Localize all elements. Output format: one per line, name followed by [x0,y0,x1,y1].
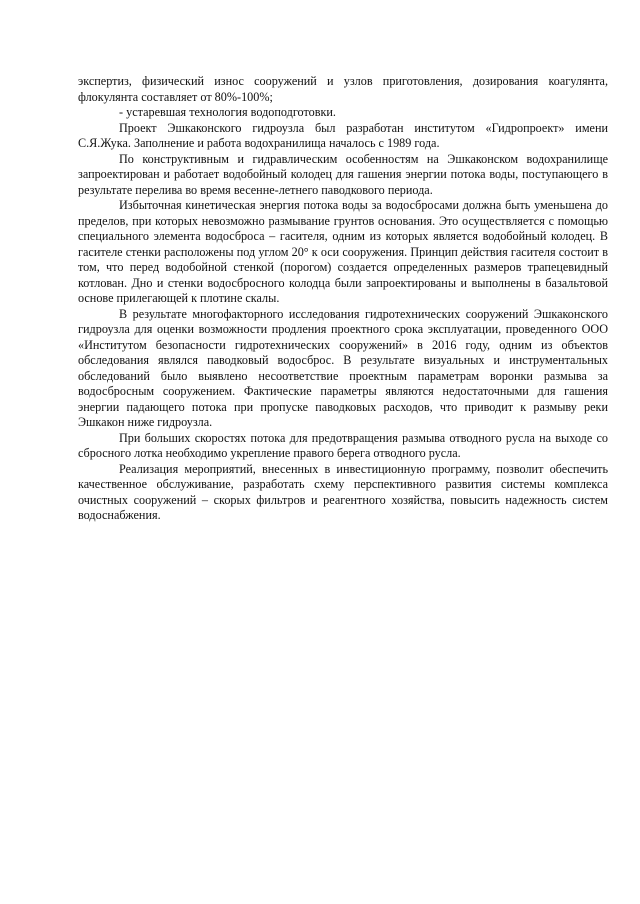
paragraph-research: В результате многофакторного исследования гидротехнических сооружений Эшкаконского гидроузла для оценки возможности продления проектного срока эксплуатации, проведенного ООО «Институтом безопасности гидротехнических сооружений» в 2016 году, одним из объектов обследования являлся паводковый водосброс. В результате визуальных и инструментальных обследований было выявлено несоответствие проектным параметрам воронки размыва за водосбросным сооружением. Фактические параметры являются недостаточными для гашения энергии падающего потока при пропуске паводковых расходов, что приводит к размыву реки Эшкакон ниже гидроузла. [78,306,608,429]
paragraph-implementation: Реализация мероприятий, внесенных в инвестиционную программу, позволит обеспечить качественное обслуживание, разработать схему перспективного развития системы комплекса очистных сооружений – скорых фильтров и реагентного хозяйства, повысить надежность систем водоснабжения. [78,461,608,522]
paragraph-energy: Избыточная кинетическая энергия потока воды за водосбросами должна быть уменьшена до пределов, при которых невозможно размывание грунтов основания. Это осуществляется с помощью специального элемента водосброса – гасителя, одним из которых является водобойный колодец. В гасителе стенки расположены под углом 20° к оси сооружения. Принцип действия гасителя состоит в том, что перед водобойной стенкой (порогом) создается определенных размеров трапецевидный котлован. Дно и стенки водосбросного колодца были запроектированы и выполнены в базальтовой основе прилегающей к плотине скалы. [78,198,608,305]
document-page [78,74,608,524]
paragraph-design: По конструктивным и гидравлическим особенностям на Эшкаконском водохранилище запроектирован и работает водобойный колодец для гашения энергии потока воды, поступающего в результате перелива во время весенне-летнего паводкового периода. [78,151,608,197]
paragraph-continuation: экспертиз, физический износ сооружений и узлов приготовления, дозирования коагулянта, флокулянта составляет от 80%-100%; [78,74,608,104]
paragraph-list-item: - устаревшая технология водоподготовки. [119,105,336,119]
paragraph-project: Проект Эшкаконского гидроузла был разработан институтом «Гидропроект» имени С.Я.Жука. Заполнение и работа водохранилища началось с 1989 года. [78,120,608,150]
paragraph-velocity: При больших скоростях потока для предотвращения размыва отводного русла на выходе со сбросного лотка необходимо укрепление правого берега отводного русла. [78,430,608,460]
